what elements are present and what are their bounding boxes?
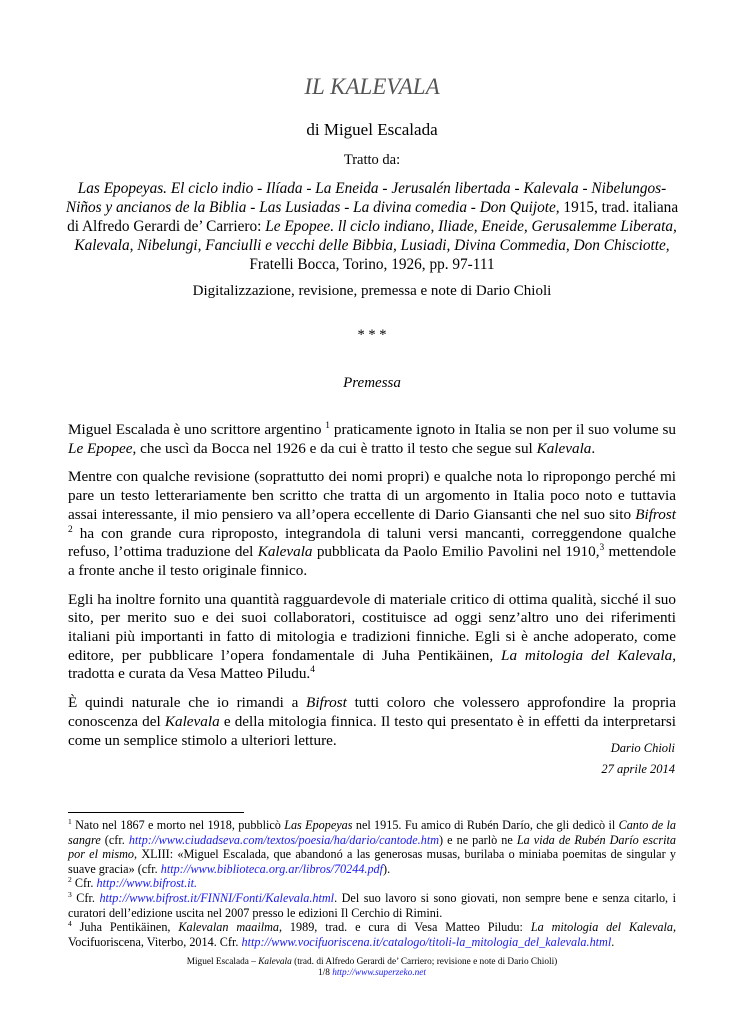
text-run: . [611,934,615,949]
signature-date: 27 aprile 2014 [601,762,675,776]
link[interactable]: http://www.bifrost.it. [96,876,198,891]
footnote-ref: 4 [310,665,315,676]
footnote-ref: 3 [68,889,72,899]
text-run: pubblicata da Paolo Emilio Pavolini nel 1910, [312,543,600,561]
text-run: , tradotta e curata da Vesa Matteo Piludu. [68,646,676,683]
text-run: . [591,439,596,457]
text-run: ha con grande cura riproposto, integrandola di taluni versi mancanti, correggendone qualche refuso, l’ottima traduzione del [68,524,676,561]
text-run: 1915, trad. italiana di Alfredo Gerardi de’ Carriero: [67,199,679,235]
footer-author: Miguel Escalada – [186,957,259,967]
text-run: Bifrost [635,505,676,523]
text-run: La vida de Rubén Darío escrita por el mismo [68,832,676,862]
signature-author: Dario Chioli [610,741,675,755]
text-run: È quindi naturale che io rimandi a [68,694,307,712]
paragraph [68,468,676,580]
text-run: Bifrost [306,694,347,712]
footer-site-link[interactable]: http://www.superzeko.net [332,968,427,978]
text-run: La mitologia del Kalevala [501,646,673,664]
text-run: Canto de la sangre [68,818,676,847]
footnote-ref: 1 [325,420,330,431]
link[interactable]: http://www.biblioteca.org.ar/libros/70244.pdf [160,861,384,876]
document-author: di Miguel Escalada [306,120,438,139]
text-run: . Del suo lavoro si sono giovati, non sempre bene e senza citarlo, i curatori dell’edizione uscita nel 2007 presso le edizioni Il Cerchio di Rimini. [68,890,677,920]
text-run: (cfr. [100,832,129,847]
text-run: Kalevala [536,439,592,457]
page-footer [0,957,744,979]
footnote [68,876,676,891]
footnote [68,891,676,920]
footnote [68,818,676,876]
text-run: , che uscì da Bocca nel 1926 e da cui è tratto il testo che segue sul [132,439,537,457]
footnote-ref: 2 [68,875,72,885]
link[interactable]: http://www.vocifuoriscena.it/catalogo/titoli-la_mitologia_del_kalevala.html [241,934,612,949]
footnote-ref: 3 [599,543,605,554]
text-run: Juha Pentikäinen, [71,920,179,935]
text-run: mettendole a fronte anche il testo originale finnico. [68,543,676,579]
text-run: Kalevala [164,712,220,730]
footer-credits: (trad. di Alfredo Gerardi de’ Carriero; revisione e note di Dario Chioli) [291,957,558,967]
signature [601,738,675,780]
text-run: Vocifuoriscena, Viterbo, 2014. Cfr. [68,934,242,949]
text-run: Egli ha inoltre fornito una quantità ragguardevole di materiale critico di ottima qualità, sicché il suo sito, per merito suo e dei suoi collaboratori, costituisce ad oggi senz’altro uno dei riferimenti italiani più importanti in fatto di mitologia e tradizioni finniche. Egli si è anche adoperato, come editore, per pubblicare l’opera fondamentale di Juha Pentikäinen, [68,590,676,664]
document-title: IL KALEVALA [304,74,440,99]
page-number: 1/8 [317,968,333,978]
text-run: e della mitologia finnica. Il testo qui presentato è in effetti da interpretarsi come un semplice stimolo a ulteriori letture. [68,712,676,749]
text-run: , 1989, trad. e cura di Vesa Matteo Piludu: [279,920,531,935]
text-run: nel 1915. Fu amico di Rubén Darío, che gli dedicò il [352,818,619,832]
paragraph [68,694,676,750]
text-run: Mentre con qualche revisione (soprattutto dei nomi propri) e qualche nota lo ripropongo perché mi pare un testo letterariamente ben scritto che tratta di un argomento in Italia poco noto e tuttavia assai interessante, il mio pensiero va all’opera eccellente di Dario Giansanti che nel suo sito [68,468,676,523]
text-run: tutti coloro che volessero approfondire la propria conoscenza del [68,694,676,730]
text-run: ). [383,861,391,876]
text-run: Cfr. [71,890,100,905]
text-run: Kalevala [257,543,313,561]
section-separator: * * * [357,327,387,343]
footnote-divider [68,812,244,813]
text-run: Kalevalan maailma [178,920,279,935]
text-run: Le Epopee. ll ciclo indiano, Iliade, Eneide, Gerusalemme Liberata, Kalevala, Nibelungi, Fanciulli e vecchi delle Bibbia, Lusiadi, Divina Commedia, Don Chisciotte, [74,218,677,254]
text-run: La mitologia del Kalevala, [530,920,676,935]
text-run: Las Epopeyas. El ciclo indio - Ilíada - La Eneida - Jerusalén libertada - Kalevala - Nibelungos- Niños y ancianos de la Biblia - Las Lusiadas - La divina comedia - Don Quijote, [65,180,667,216]
source-label: Tratto da: [343,152,401,168]
footnote-ref: 4 [68,919,72,929]
section-heading: Premessa [343,375,401,391]
text-run: Le Epopee [68,439,133,457]
text-run: Las Epopeyas [284,818,353,832]
text-run: , XLIII: «Miguel Escalada, que abandonó a las generosas musas, burilaba o miniaba poemitas de singular y suave gracia» (cfr. [68,847,676,876]
footnote [68,920,676,949]
footnote-ref: 1 [68,816,72,826]
footnote-ref: 2 [68,524,73,535]
link[interactable]: http://www.ciudadseva.com/textos/poesia/ha/dario/cantode.htm [128,832,440,847]
text-run: Miguel Escalada è uno scrittore argentino [68,421,326,438]
text-run: Fratelli Bocca, Torino, 1926, pp. 97-111 [249,256,495,273]
text-run: Nato nel 1867 e morto nel 1918, pubblicò [71,818,285,832]
text-run: ) e ne parlò ne [439,832,517,847]
credits-line: Digitalizzazione, revisione, premessa e note di Dario Chioli [192,283,552,299]
paragraph [68,421,676,458]
link[interactable]: http://www.bifrost.it/FINNI/Fonti/Kalevala.html [99,890,335,905]
paragraph [68,591,676,685]
text-run: Cfr. [71,876,97,891]
body-text [68,421,676,760]
source-citation [62,179,682,274]
footnotes [68,818,676,949]
footer-work: Kalevala [258,957,292,967]
text-run: praticamente ignoto in Italia se non per il suo volume su [330,421,677,438]
